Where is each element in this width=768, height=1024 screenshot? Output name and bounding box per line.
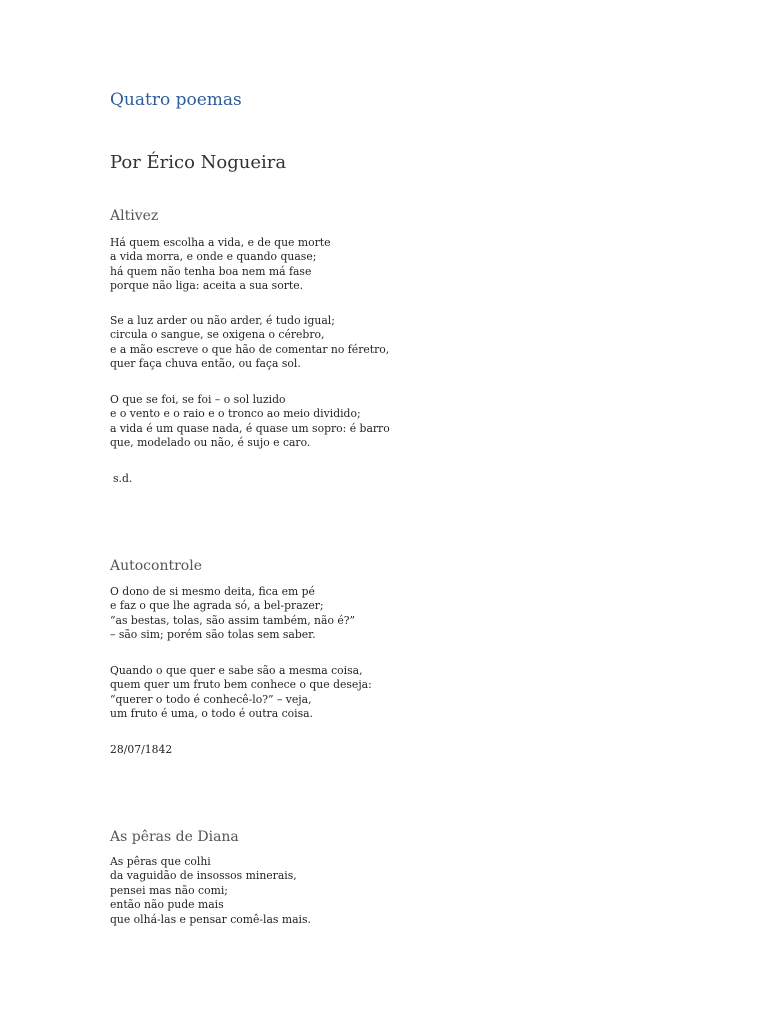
document-title: Quatro poemas	[110, 90, 242, 110]
poem-date: 28/07/1842	[110, 743, 173, 756]
poem-line: “as bestas, tolas, são assim também, não é?”	[110, 613, 356, 627]
poem-line: a vida é um quase nada, é quase um sopro: é barro	[110, 421, 390, 435]
poem-line: pensei mas não comi;	[110, 883, 228, 897]
poem-line: da vaguidão de insossos minerais,	[110, 869, 297, 883]
stanza	[110, 236, 330, 294]
poem-line: quer faça chuva então, ou faça sol.	[110, 357, 301, 371]
poem-line: a vida morra, e onde e quando quase;	[110, 250, 317, 264]
poem-line: então não pude mais	[110, 898, 224, 912]
poem-line: porque não liga: aceita a sua sorte.	[110, 279, 304, 293]
stanza	[110, 585, 355, 643]
poem-line: há quem não tenha boa nem má fase	[110, 264, 312, 278]
poem-line: que, modelado ou não, é sujo e caro.	[110, 436, 311, 450]
poem-line: e a mão escreve o que hão de comentar no féretro,	[110, 342, 390, 356]
stanza	[110, 664, 372, 722]
poem-line: que olhá-las e pensar comê-las mais.	[110, 912, 311, 926]
poem-title: As pêras de Diana	[110, 829, 239, 845]
poem-line: Há quem escolha a vida, e de que morte	[110, 236, 331, 249]
poem-line: As pêras que colhi	[110, 855, 211, 868]
poem-line: e o vento e o raio e o tronco ao meio dividido;	[110, 407, 361, 421]
poem-line: Quando o que quer e sabe são a mesma coisa,	[110, 664, 363, 677]
poem-line: quem quer um fruto bem conhece o que deseja:	[110, 678, 372, 692]
poem-line: O dono de si mesmo deita, fica em pé	[110, 585, 315, 598]
author-byline: Por Érico Nogueira	[110, 152, 287, 173]
stanza	[110, 314, 389, 372]
poem-line: “querer o todo é conhecê-lo?” – veja,	[110, 692, 312, 706]
stanza	[110, 393, 390, 451]
poem-line: um fruto é uma, o todo é outra coisa.	[110, 707, 313, 721]
poem-line: – são sim; porém são tolas sem saber.	[110, 628, 316, 642]
poem-title: Altivez	[110, 208, 159, 224]
poem-line: O que se foi, se foi – o sol luzido	[110, 393, 286, 406]
poem-date: s.d.	[113, 472, 133, 485]
stanza	[110, 855, 311, 927]
poem-line: e faz o que lhe agrada só, a bel-prazer;	[110, 599, 324, 613]
poem-title: Autocontrole	[110, 558, 202, 574]
poem-line: circula o sangue, se oxigena o cérebro,	[110, 328, 325, 342]
poem-line: Se a luz arder ou não arder, é tudo igual;	[110, 314, 335, 327]
